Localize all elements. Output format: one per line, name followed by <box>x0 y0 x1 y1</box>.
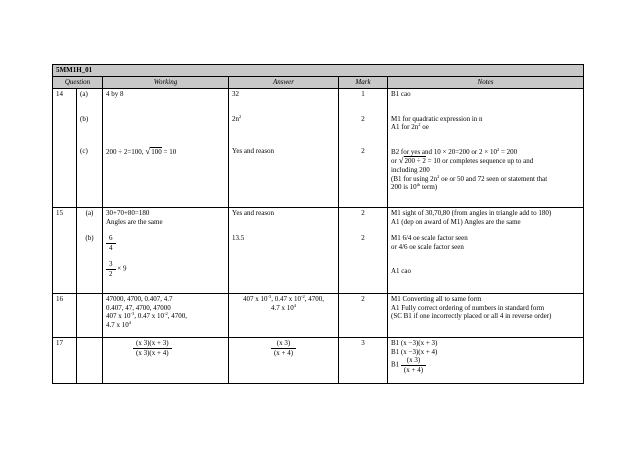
working-cell: 4 by 8 200 ÷ 2=100, √100 = 10 <box>103 89 229 208</box>
question-17-row <box>53 338 584 384</box>
header-working: Working <box>103 77 229 89</box>
answer-cell: 32 $2n^2$ Yes and reason <box>229 89 339 208</box>
notes-cell: B1 (x −3)(x + 3) B1 (x −3)(x + 4) B1 $\frac{(x 3)}{(x + 4)}$ <box>388 338 584 384</box>
question-16-row <box>53 294 584 338</box>
mark-scheme-table <box>52 64 584 384</box>
question-parts <box>77 338 103 384</box>
working-fraction: $\frac{(x 3)(x + 3)}{(x 3)(x + 4)}$ <box>133 339 172 357</box>
answer-cell: 407 x $10^{-3}$, 0.47 x $10^{-2}$, 4700, 4.7 x $10^4$ <box>229 294 339 338</box>
header-notes: Notes <box>388 77 584 89</box>
header-question: Question <box>53 77 103 89</box>
header-row <box>53 77 584 89</box>
working-14c: 200 ÷ 2=100, √100 = 10 <box>106 145 177 156</box>
mark-cell: 2 <box>339 294 388 338</box>
question-14-row <box>53 89 584 208</box>
question-number: 16 <box>53 294 77 338</box>
working-cell: 30+70+80=180 Angles are the same $\frac{6}{4}$ $\frac{3}{2}$ × 9 <box>103 208 229 294</box>
notes-cell: M1 sight of 30,70,80 (from angles in triangle add to 180) A1 (dep on award of M1) Angles are the same M1 6/4 oe scale factor seen or 4/6 oe scale factor seen A1 cao <box>388 208 584 294</box>
working-cell: 47000, 4700, 0.407, 4.7 0.407, 47, 4700, 47000 407 x $10^{-3}$, 0.47 x $10^{-2}$, 4700, 4.7 x $10^4$ <box>103 294 229 338</box>
header-mark: Mark <box>339 77 388 89</box>
notes-cell: M1 Converting all to same form A1 Fully correct ordering of numbers in standard form (SC B1 if one incorrectly placed or all 4 in reverse order) <box>388 294 584 338</box>
question-15-row <box>53 208 584 294</box>
answer-cell <box>229 338 339 384</box>
mark-cell: 1 2 2 <box>339 89 388 208</box>
working-cell <box>103 338 229 384</box>
mark-cell: 2 2 <box>339 208 388 294</box>
question-number: 17 <box>53 338 77 384</box>
question-number: 15 <box>53 208 77 294</box>
mark-cell: 3 <box>339 338 388 384</box>
notes-cell: B1 cao M1 for quadratic expression in n A1 for $2n^2$ oe B2 for yes and 10 × 20=200 or $2 \times 10^2 = 200$ or √200 ÷ 2 = 10 or completes sequence up to and including 200 (B1 for using $2n^2$ oe or 50 and 72 seen or statement that 200 is 10th term) <box>388 89 584 208</box>
header-answer: Answer <box>229 77 339 89</box>
question-parts <box>77 294 103 338</box>
answer-cell: Yes and reason 13.5 <box>229 208 339 294</box>
question-parts: (a) (b) <box>77 208 103 294</box>
paper-code: 5MM1H_01 <box>53 65 584 77</box>
question-number: 14 <box>53 89 77 208</box>
answer-fraction: $\frac{(x 3)}{(x + 4)}$ <box>271 339 296 357</box>
paper-code-row <box>53 65 584 77</box>
question-parts: (a) (b) (c) <box>77 89 103 208</box>
